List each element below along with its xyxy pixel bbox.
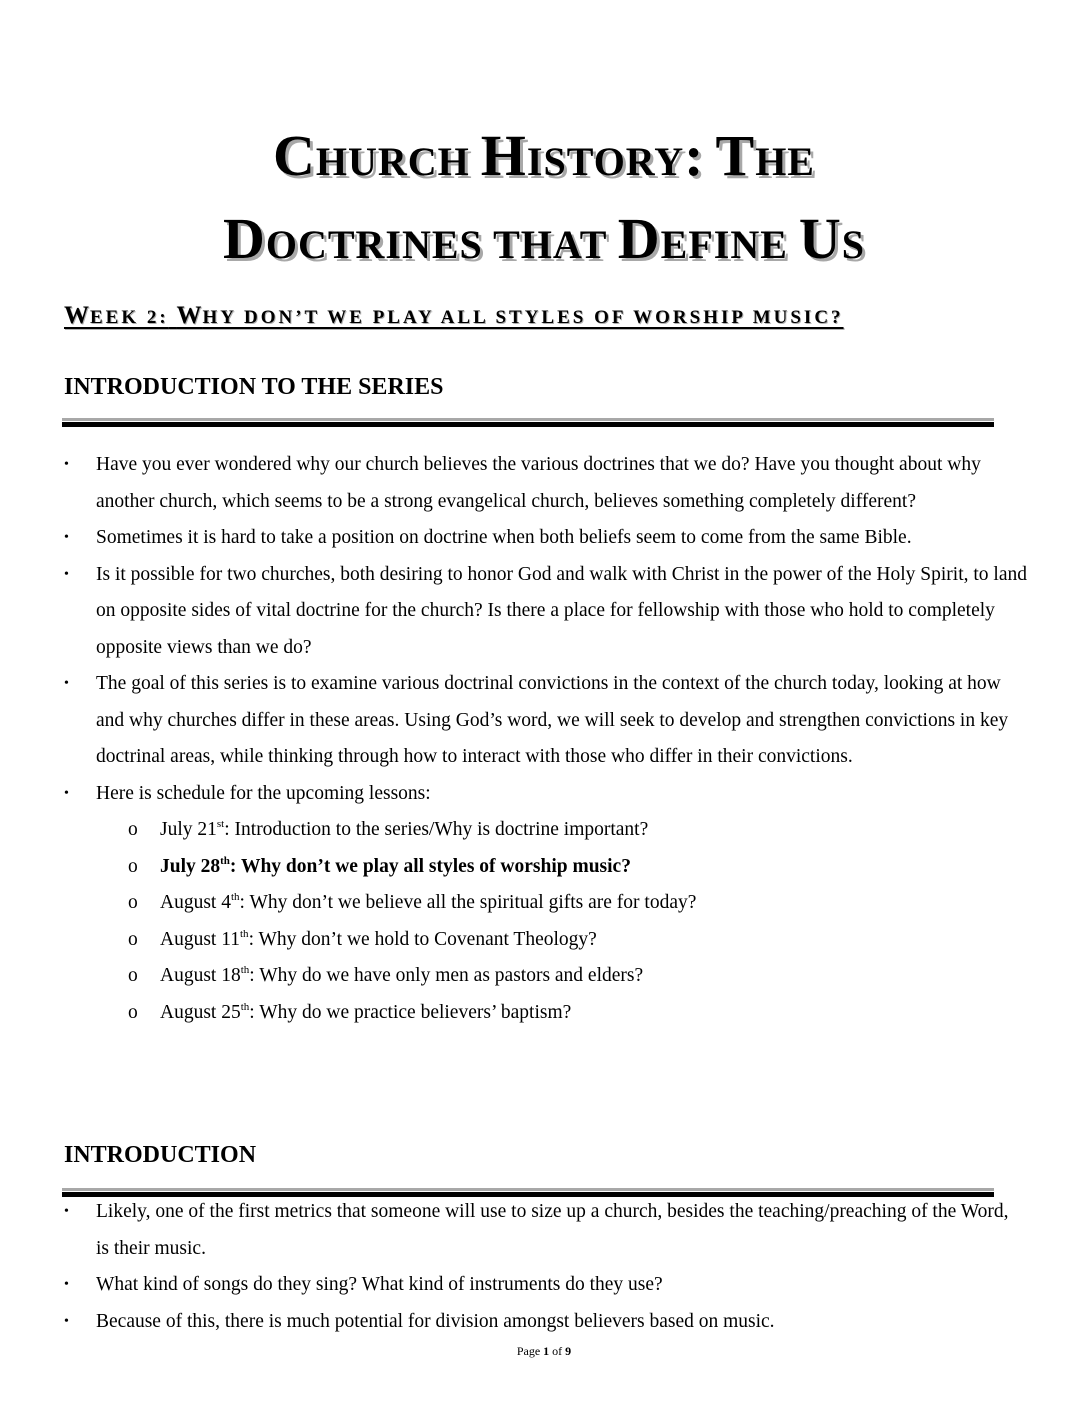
series-bullet-list [0, 447, 1030, 1031]
schedule-item: o August 11th: Why don’t we hold to Covenant Theology? [96, 922, 1030, 959]
bullet-icon: • [64, 785, 69, 801]
sub-bullet-icon: o [128, 1001, 138, 1023]
schedule-item: o August 25th: Why do we practice believers’ baptism? [96, 995, 1030, 1032]
list-item: • What kind of songs do they sing? What kind of instruments do they use? [0, 1267, 1020, 1304]
bullet-icon: • [64, 676, 69, 691]
bullet-icon: • [64, 1313, 69, 1329]
sub-bullet-icon: o [128, 928, 138, 950]
sub-bullet-icon: o [128, 855, 138, 877]
section-heading-series: INTRODUCTION TO THE SERIES [64, 374, 444, 400]
list-item: • Sometimes it is hard to take a position on doctrine when both beliefs seem to come from the same Bible. [0, 520, 1030, 557]
list-item: • Because of this, there is much potential for division amongst believers based on music. [0, 1304, 1020, 1341]
list-item: • Have you ever wondered why our church believes the various doctrines that we do? Have you thought about why another church, which seems to be a strong evangelical church, believes something completely different? [0, 447, 1030, 520]
schedule-list [96, 812, 1030, 1031]
list-item: • Likely, one of the first metrics that someone will use to size up a church, besides the teaching/preaching of the Word, is their music. [0, 1194, 1020, 1267]
schedule-item-current: o July 28th: Why don’t we play all styles of worship music? [96, 849, 1030, 886]
bullet-icon: • [64, 530, 69, 545]
schedule-item: o August 4th: Why don’t we believe all the spiritual gifts are for today? [96, 885, 1030, 922]
sub-bullet-icon: o [128, 892, 138, 913]
sub-bullet-icon: o [128, 965, 138, 986]
page-number-footer: Page 1 of 9 [516, 1344, 572, 1358]
section-divider [62, 418, 994, 427]
list-item: • Is it possible for two churches, both desiring to honor God and walk with Christ in the power of the Holy Spirit, to land on opposite sides of vital doctrine for the church? Is there a place for fellowship with those who hold to completely opposite views than we do? [0, 557, 1030, 667]
introduction-bullet-list [0, 1194, 1020, 1340]
title-line-2: DOCTRINES THAT DEFINE US [222, 206, 866, 271]
bullet-icon: • [64, 1277, 69, 1292]
week-subtitle: WEEK 2: WHY DON’T WE PLAY ALL STYLES OF WORSHIP MUSIC? [64, 302, 844, 329]
bullet-icon: • [64, 566, 69, 582]
list-item: • Here is schedule for the upcoming lessons: o July 21st: Introduction to the series/Why is doctrine important? o July 28th: Why don’t we play all styles of worship music? o August 4th: Why don’t we believe all the spiritual gifts are for today? o August 11th: Why don’t we hold to Covenant Theology? o August 18th: Why do we have only men as pastors and elders? o August 25th: Why do we practice believers’ baptism? [0, 776, 1030, 1032]
bullet-icon: • [64, 457, 69, 472]
schedule-item: o July 21st: Introduction to the series/Why is doctrine important? [96, 812, 1030, 849]
sub-bullet-icon: o [128, 819, 138, 840]
section-heading-introduction: INTRODUCTION [64, 1142, 257, 1168]
title-line-1: CHURCH HISTORY: THE [273, 123, 815, 188]
list-item: • The goal of this series is to examine various doctrinal convictions in the context of the church today, looking at how and why churches differ in these areas. Using God’s word, we will seek to develop and strengthen convictions in key doctrinal areas, while thinking through how to interact with those who differ in their convictions. [0, 666, 1030, 776]
schedule-item: o August 18th: Why do we have only men as pastors and elders? [96, 958, 1030, 995]
bullet-icon: • [64, 1204, 69, 1219]
